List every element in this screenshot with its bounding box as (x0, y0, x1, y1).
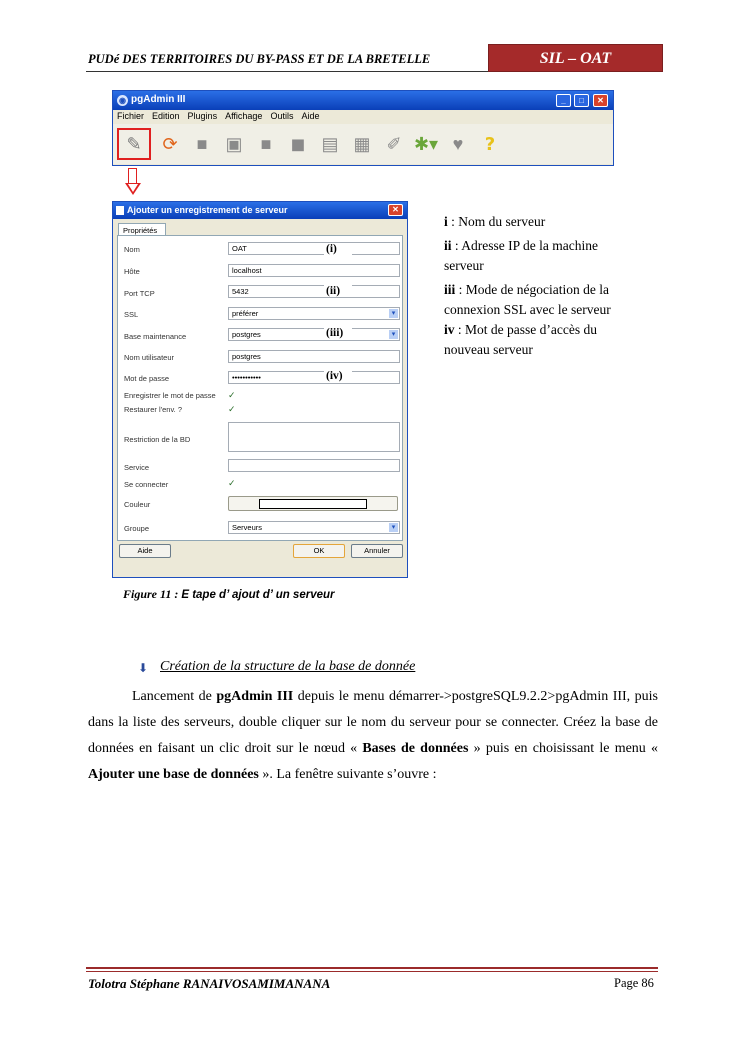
para-bold: Ajouter une base de données (88, 767, 259, 782)
para-text: ». La fenêtre suivante s’ouvre : (258, 767, 437, 782)
password-label: Mot de passe (124, 374, 170, 383)
connect-checkbox[interactable]: ✓ (228, 478, 236, 488)
dialog-titlebar (113, 202, 407, 219)
figure-caption (123, 587, 335, 602)
password-input[interactable]: ••••••••••• (228, 371, 400, 384)
properties-icon[interactable]: ▣ (225, 133, 243, 154)
legend-text: : Adresse IP de la machine serveur (444, 238, 598, 273)
dialog-close-icon[interactable]: ✕ (388, 204, 403, 216)
group-select[interactable]: Serveurs ▾ (228, 521, 400, 534)
legend-text: : Mode de négociation de la connexion SSL avec le serveur (444, 282, 611, 317)
plugins-icon[interactable]: ✱▾ (413, 133, 439, 154)
help-button[interactable]: Aide (119, 544, 171, 558)
name-input[interactable]: OAT (228, 242, 400, 255)
color-label: Couleur (124, 500, 151, 509)
refresh-icon[interactable]: ⟳ (162, 133, 178, 154)
marker-i: (i) (324, 243, 352, 255)
arrow-shaft (128, 168, 137, 184)
menu-item-edit[interactable]: Edition (152, 111, 180, 121)
header-title: PUDé DES TERRITOIRES DU BY-PASS ET DE LA BRETELLE (88, 52, 431, 66)
pgadmin-titlebar (113, 91, 613, 110)
header-rule (86, 71, 488, 72)
object-icon[interactable]: ■ (196, 133, 208, 154)
marker-iv: (iv) (324, 370, 352, 382)
legend-item-iii (444, 280, 634, 320)
menu-item-plugins[interactable]: Plugins (187, 111, 218, 121)
legend (444, 212, 634, 364)
toolbar (113, 124, 613, 164)
ok-button[interactable]: OK (293, 544, 345, 558)
restore-env-checkbox[interactable]: ✓ (228, 404, 236, 414)
ssl-label: SSL (124, 310, 139, 319)
restore-env-label: Restaurer l'env. ? (124, 405, 182, 414)
db-restriction-textarea[interactable] (228, 422, 400, 452)
dialog-title: Ajouter un enregistrement de serveur (127, 205, 288, 215)
create-object-icon[interactable]: ■ (260, 133, 272, 154)
para-bold: pgAdmin III (216, 689, 294, 704)
maintenance-db-select[interactable]: postgres ▾ (228, 328, 400, 341)
name-label: Nom (124, 245, 140, 254)
port-input[interactable]: 5432 (228, 285, 400, 298)
legend-key: i (444, 214, 448, 229)
group-label: Groupe (124, 524, 150, 533)
cancel-button[interactable]: Annuler (351, 544, 403, 558)
para-bold: Bases de données (362, 741, 469, 756)
color-button[interactable] (228, 496, 398, 511)
username-label: Nom utilisateur (124, 353, 175, 362)
dialog-icon (116, 206, 124, 215)
service-input[interactable] (228, 459, 400, 472)
legend-text: : Nom du serveur (447, 214, 546, 229)
menu-item-help[interactable]: Aide (301, 111, 320, 121)
tab-properties[interactable]: Propriétés (118, 223, 166, 236)
footer-rule (86, 967, 658, 969)
bullet-arrow-icon: ⬇ (138, 661, 149, 675)
menu-item-tools[interactable]: Outils (270, 111, 294, 121)
menu-item-view[interactable]: Affichage (225, 111, 263, 121)
store-password-checkbox[interactable]: ✓ (228, 390, 236, 400)
caption-text: E tape d’ ajout d’ un serveur (181, 589, 335, 601)
legend-key: iii (444, 282, 456, 297)
close-icon[interactable]: ✕ (593, 94, 608, 107)
minimize-icon[interactable]: _ (556, 94, 571, 107)
pgadmin-window (112, 90, 614, 166)
page-number: Page 86 (614, 976, 654, 990)
para-text: Lancement de (132, 689, 217, 704)
maintenance-db-label: Base maintenance (124, 332, 187, 341)
add-server-dialog (112, 201, 408, 578)
legend-key: iv (444, 322, 455, 337)
section-heading: Création de la structure de la base de donnée (160, 659, 416, 674)
service-label: Service (124, 463, 150, 472)
footer-rule-thin (86, 971, 658, 972)
marker-iii: (iii) (324, 327, 352, 339)
host-label: Hôte (124, 267, 140, 276)
para-text: » puis en choisissant le menu « (468, 741, 658, 756)
footer-author: Tolotra Stéphane RANAIVOSAMIMANANA (88, 976, 331, 991)
legend-item-i (444, 212, 634, 232)
host-input[interactable]: localhost (228, 264, 400, 277)
color-swatch (259, 499, 367, 509)
menu-bar (113, 110, 613, 124)
elephant-icon: ◉ (117, 95, 128, 106)
store-password-label: Enregistrer le mot de passe (124, 391, 216, 400)
username-input[interactable]: postgres (228, 350, 400, 363)
hint-icon[interactable]: ♥ (452, 133, 464, 154)
arrow-head-inner (128, 184, 138, 192)
legend-key: ii (444, 238, 452, 253)
header-badge: SIL – OAT (488, 44, 663, 72)
filter-icon[interactable]: ✐ (386, 133, 402, 154)
menu-item-file[interactable]: Fichier (117, 111, 145, 121)
view-data-icon[interactable]: ▦ (353, 133, 371, 154)
legend-text: : Mot de passe d’accès du nouveau serveur (444, 322, 597, 357)
drop-object-icon[interactable]: ◼ (290, 133, 306, 154)
caption-prefix: Figure 11 : (123, 587, 182, 601)
add-server-plug-icon[interactable]: ✎ (117, 128, 151, 160)
legend-item-ii (444, 236, 634, 276)
legend-item-iv (444, 320, 634, 360)
db-restriction-label: Restriction de la BD (124, 435, 191, 444)
properties-panel (117, 235, 403, 541)
body-paragraph (88, 684, 658, 788)
para-text: depuis le menu démarrer->postgreSQL9.2.2>pgAdmin III, puis dans la liste des serveurs, double cliquer sur le nom du serveur pour se connecter. Créez la base de données en faisant un clic droit sur le nœud « (88, 689, 659, 756)
marker-ii: (ii) (324, 285, 352, 297)
sql-icon[interactable]: ▤ (321, 133, 339, 154)
maximize-icon[interactable]: □ (574, 94, 589, 107)
port-label: Port TCP (124, 289, 155, 298)
ssl-select[interactable]: préférer ▾ (228, 307, 400, 320)
help-icon[interactable]: ? (484, 133, 496, 155)
pgadmin-title: pgAdmin III (131, 94, 186, 105)
connect-label: Se connecter (124, 480, 169, 489)
